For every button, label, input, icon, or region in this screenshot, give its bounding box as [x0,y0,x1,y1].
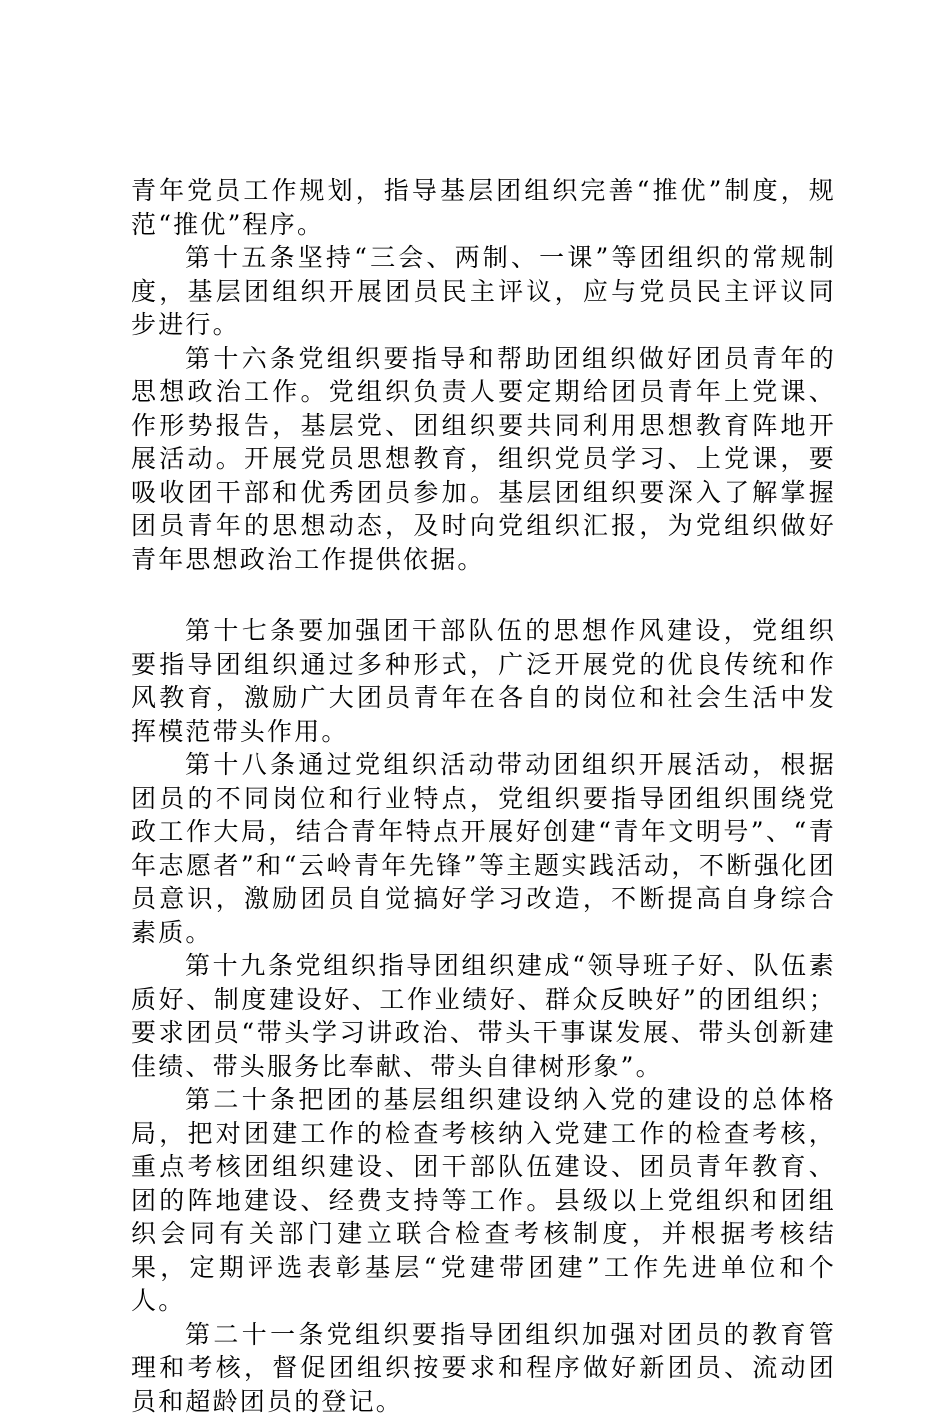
paragraph-article-18: 第十八条通过党组织活动带动团组织开展活动，根据团员的不同岗位和行业特点，党组织要指导团组织围绕党政工作大局，结合青年特点开展好创建“青年文明号”、“青年志愿者”和“云岭青年先锋”等主题实践活动，不断强化团员意识，激励团员自觉搞好学习改造，不断提高自身综合素质。 [131,748,836,949]
paragraph-article-19: 第十九条党组织指导团组织建成“领导班子好、队伍素质好、制度建设好、工作业绩好、群众反映好”的团组织；要求团员“带头学习讲政治、带头干事谋发展、带头创新建佳绩、带头服务比奉献、带头自律树形象”。 [131,949,836,1083]
document-body [131,174,836,1418]
paragraph-continuation: 青年党员工作规划，指导基层团组织完善“推优”制度，规范“推优”程序。 [131,174,836,241]
paragraph-article-15: 第十五条坚持“三会、两制、一课”等团组织的常规制度，基层团组织开展团员民主评议，应与党员民主评议同步进行。 [131,241,836,342]
paragraph-article-16: 第十六条党组织要指导和帮助团组织做好团员青年的思想政治工作。党组织负责人要定期给团员青年上党课、作形势报告，基层党、团组织要共同利用思想教育阵地开展活动。开展党员思想教育，组织党员学习、上党课，要吸收团干部和优秀团员参加。基层团组织要深入了解掌握团员青年的思想动态，及时向党组织汇报，为党组织做好青年思想政治工作提供依据。 [131,342,836,577]
paragraph-article-17: 第十七条要加强团干部队伍的思想作风建设，党组织要指导团组织通过多种形式，广泛开展党的优良传统和作风教育，激励广大团员青年在各自的岗位和社会生活中发挥模范带头作用。 [131,614,836,748]
paragraph-article-21: 第二十一条党组织要指导团组织加强对团员的教育管理和考核，督促团组织按要求和程序做好新团员、流动团员和超龄团员的登记。 [131,1318,836,1418]
paragraph-article-20: 第二十条把团的基层组织建设纳入党的建设的总体格局，把对团建工作的检查考核纳入党建工作的检查考核，重点考核团组织建设、团干部队伍建设、团员青年教育、团的阵地建设、经费支持等工作。县级以上党组织和团组织会同有关部门建立联合检查考核制度，并根据考核结果，定期评选表彰基层“党建带团建”工作先进单位和个人。 [131,1083,836,1318]
